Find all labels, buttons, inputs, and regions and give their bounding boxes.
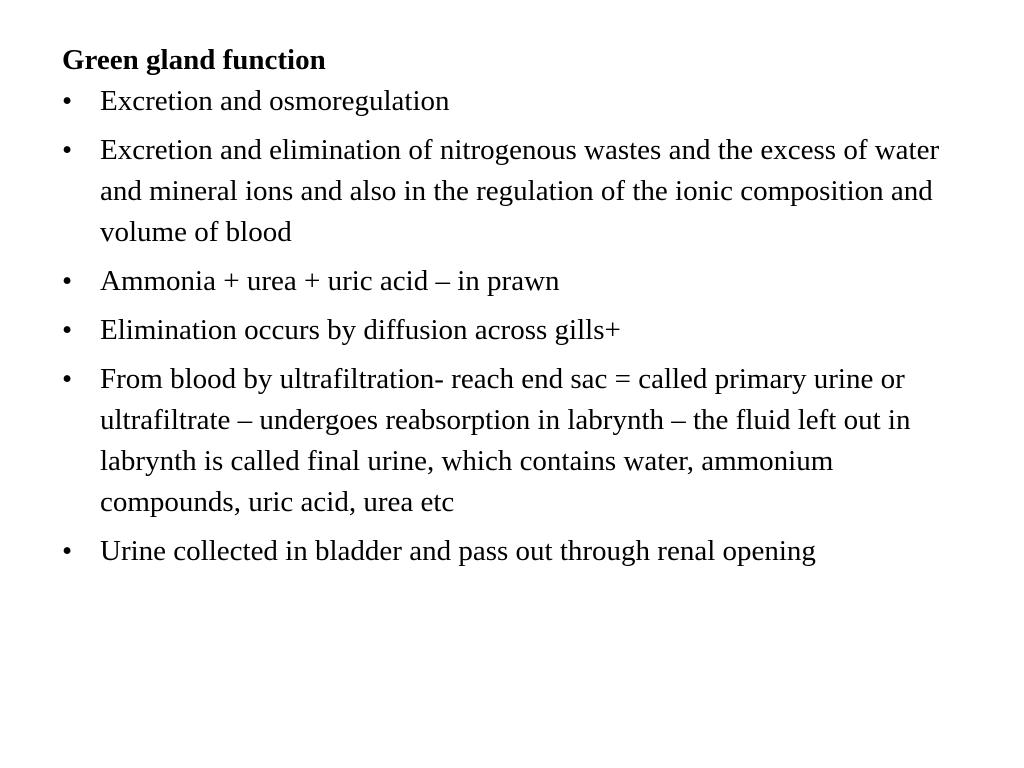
bullet-icon: • (62, 314, 73, 346)
bullet-text: From blood by ultrafiltration- reach end sac = called primary urine or ultrafiltrate – undergoes reabsorption in labrynth – the fluid left out in labrynth is called final urine, which contains water, ammonium compounds, uric acid, urea etc (100, 363, 911, 518)
bullet-icon: • (62, 134, 73, 166)
bullet-text: Elimination occurs by diffusion across gills+ (100, 314, 621, 346)
bullet-text: Excretion and osmoregulation (100, 85, 450, 117)
bullet-icon: • (62, 85, 73, 117)
bullet-item (62, 310, 967, 351)
bullet-item (62, 81, 967, 122)
bullet-icon: • (62, 535, 73, 567)
bullet-text: Ammonia + urea + uric acid – in prawn (100, 265, 560, 297)
bullet-item (62, 359, 967, 523)
bullet-icon: • (62, 265, 73, 297)
bullet-item (62, 130, 967, 253)
slide-title: Green gland function (62, 44, 326, 76)
bullet-text: Urine collected in bladder and pass out through renal opening (100, 535, 816, 567)
bullet-list (62, 81, 967, 572)
slide-content (62, 40, 967, 572)
bullet-item (62, 261, 967, 302)
bullet-text: Excretion and elimination of nitrogenous wastes and the excess of water and mineral ions and also in the regulation of the ionic composition and volume of blood (100, 134, 940, 248)
bullet-item (62, 531, 967, 572)
bullet-icon: • (62, 363, 73, 395)
